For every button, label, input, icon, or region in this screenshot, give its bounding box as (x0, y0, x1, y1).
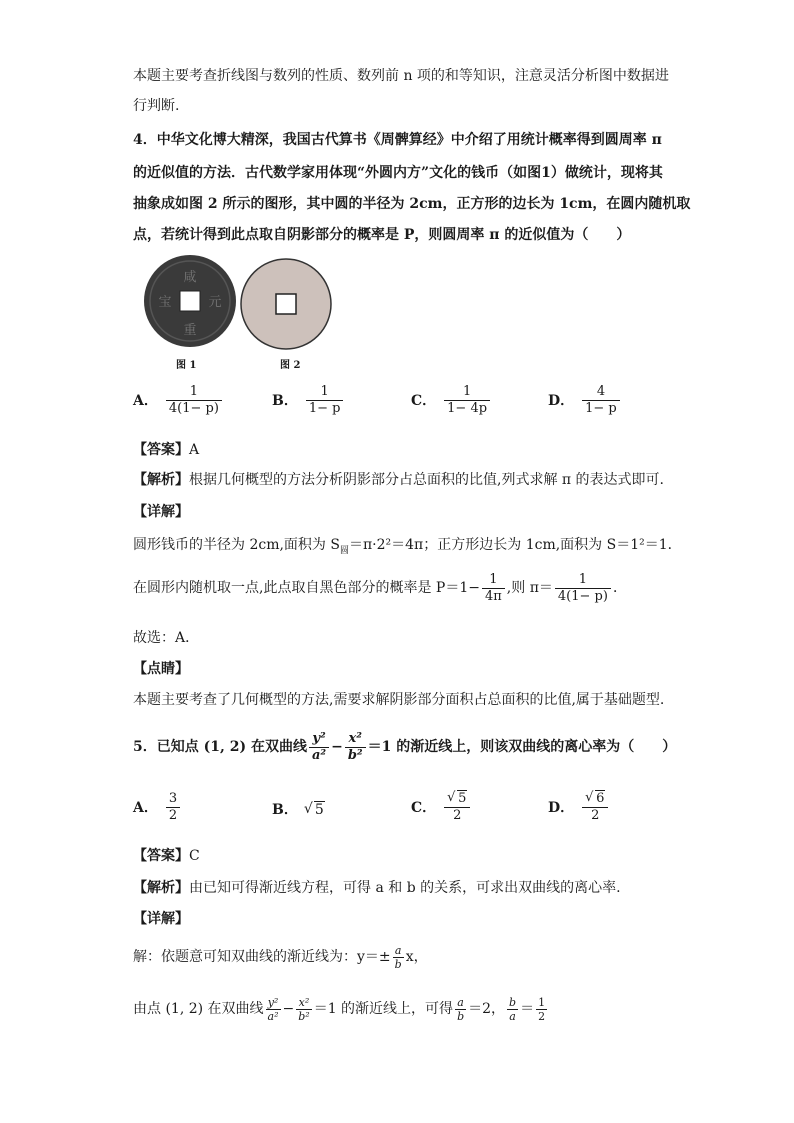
q4-comment: 本题主要考查了几何概型的方法,需要求解阴影部分面积占总面积的比值,属于基础题型. (133, 692, 665, 708)
q4-detail-line-1: 圆形钱币的半径为 2cm,面积为 $S_圆=\pi\cdot 2^2=4\pi$；正方形边长为 1cm,面积为 S＝1²＝1． (133, 537, 682, 556)
q5-option-c: C． √ $\frac{5}{2}$ (411, 791, 472, 824)
answer-value: C (189, 848, 200, 864)
figure-2-caption: 图 2 (280, 360, 301, 371)
option-label: C． (411, 392, 437, 409)
detail-tag: 【详解】 (133, 911, 189, 927)
q4-option-c (411, 384, 492, 417)
answer-tag: 【答案】 (133, 442, 189, 458)
analysis-text: 由已知可得渐近线方程，可得 a 和 b 的关系，可求出双曲线的离心率. (189, 880, 621, 896)
figure-1-caption: 图 1 (176, 360, 197, 371)
q5-stem: 5．已知点 (1, 2) 在双曲线 $\frac{\text{y²}}{\text{a²}}$ − $\frac{\text{x²}}{\text{b²}}$ ＝1 的渐近线上，则该双曲线的离心率为（ ） (133, 730, 677, 763)
coin-image (143, 254, 237, 348)
q4-answer (133, 440, 199, 460)
q5-option-b: B．√ 5 (272, 799, 325, 819)
coin-char-top: 咸 (183, 270, 197, 285)
circle-figure-2 (240, 258, 332, 350)
q4-stem-line-1: 4．中华文化博大精深，我国古代算书《周髀算经》中介绍了用统计概率得到圆周率 π (133, 132, 662, 148)
q5-detail-line-2: 由点 (1, 2) 在双曲线 $\frac{\text{y²}}{\text{a²}}$ − $\frac{\text{x²}}{\text{b²}}$ ＝1 的渐近线上，可得 $\frac{a}{b}$ ＝2， $\frac{b}{a}$ ＝ $\frac{1}{2}$ (133, 995, 546, 1023)
circle-square-diagram (240, 258, 332, 350)
detail-tag: 【详解】 (133, 504, 189, 520)
option-denominator: 1− 4p (444, 400, 490, 417)
answer-value: A (189, 442, 200, 458)
q4-choice: 故选：A． (133, 630, 200, 646)
answer-tag: 【答案】 (133, 848, 189, 864)
q4-detail-line-2: 在圆形内随机取一点,此点取自黑色部分的概率是 P＝1− $\frac{1}{4\pi}$ ,则 π＝ $\frac{1}{4(1- p)}$ ． (133, 571, 627, 604)
q4-detail-heading (133, 502, 189, 522)
q5-detail-line-1: 解：依题意可知双曲线的渐近线为：y＝± $\frac{a}{b}$ x， (133, 943, 428, 971)
option-denominator: 1− p (582, 400, 620, 417)
q4-stem-line-3: 抽象成如图 2 所示的图形，其中圆的半径为 2cm，正方形的边长为 1cm，在圆内随机取 (133, 196, 691, 212)
analysis-text: 根据几何概型的方法分析阴影部分占总面积的比值,列式求解 π 的表达式即可. (189, 472, 664, 488)
option-label: A． (133, 392, 158, 409)
q4-option-a (133, 384, 224, 417)
subscript-circle: 圆 (339, 545, 349, 556)
q5-answer (133, 846, 200, 866)
coin-figure-1 (143, 254, 237, 348)
intro-line-1: 本题主要考查折线图与数列的性质、数列前 n 项的和等知识，注意灵活分析图中数据进 (133, 68, 669, 84)
option-numerator: 1 (462, 384, 472, 399)
option-numerator: 1 (320, 384, 329, 399)
coin-char-right: 元 (208, 295, 222, 310)
analysis-tag: 【解析】 (133, 472, 189, 488)
option-denominator: 1− p (306, 400, 344, 417)
comment-tag: 【点睛】 (133, 661, 189, 677)
coin-char-left: 宝 (158, 295, 172, 310)
option-numerator: 4 (596, 384, 606, 399)
q4-option-d (548, 384, 622, 417)
q4-comment-heading (133, 659, 189, 679)
option-label: D． (548, 392, 575, 409)
q4-analysis (133, 470, 664, 490)
q4-option-b (272, 384, 345, 417)
intro-line-2: 行判断. (133, 98, 180, 114)
option-label: B． (272, 392, 298, 409)
q4-stem-line-4: 点，若统计得到此点取自阴影部分的概率是 P，则圆周率 π 的近似值为（ ） (133, 227, 631, 243)
option-denominator: 4(1− p) (166, 400, 222, 417)
option-numerator: 1 (189, 384, 199, 399)
analysis-tag: 【解析】 (133, 880, 189, 896)
q5-detail-heading (133, 909, 189, 929)
q5-analysis (133, 878, 621, 898)
q4-stem-line-2: 的近似值的方法．古代数学家用体现“外圆内方”文化的钱币（如图1）做统计，现将其 (133, 165, 663, 181)
q5-option-d: D． √ $\frac{6}{2}$ (548, 791, 610, 824)
q5-option-a: A． $\frac{3}{2}$ (133, 791, 182, 824)
coin-char-bottom: 重 (183, 323, 197, 338)
